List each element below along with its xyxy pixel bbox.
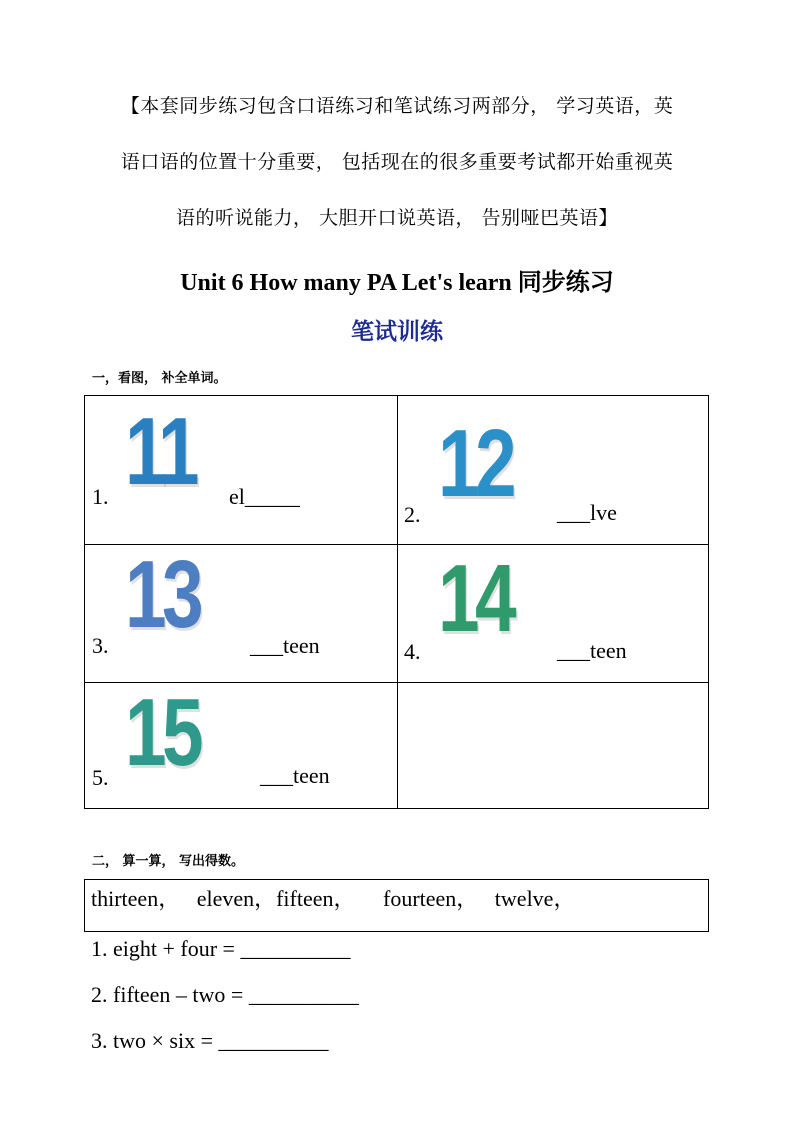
item-number: 1. — [92, 484, 109, 509]
number-12-image: 12 — [438, 410, 512, 517]
intro-line-3: 语的听说能力， 大胆开口说英语， 告别哑巴英语】 — [175, 207, 619, 229]
answer-blank[interactable]: el_____ — [229, 484, 300, 509]
intro-line-1: 【本套同步练习包含口语练习和笔试练习两部分， 学习英语，英 — [120, 95, 674, 117]
grid-cell-1 — [85, 396, 397, 544]
answer-blank[interactable]: ___lve — [557, 500, 617, 525]
answer-blank[interactable]: ___teen — [250, 633, 320, 658]
number-13-image: 13 — [125, 541, 199, 648]
number-11-image: 11 — [125, 398, 195, 505]
grid-cell-2 — [398, 396, 710, 544]
page-subtitle: 笔试训练 — [351, 319, 443, 345]
page-title: Unit 6 How many PA Let's learn 同步练习 — [180, 270, 614, 296]
intro-paragraph — [86, 78, 708, 246]
grid-cell-3 — [85, 541, 397, 682]
answer-blank[interactable]: ___teen — [260, 763, 330, 788]
section-1-heading: 一，看图， 补全单词。 — [92, 371, 227, 386]
item-number: 4. — [404, 639, 421, 664]
grid-cell-5 — [85, 679, 397, 809]
intro-line-2: 语口语的位置十分重要， 包括现在的很多重要考试都开始重视英 — [120, 151, 674, 173]
answer-blank[interactable]: ___teen — [557, 638, 627, 663]
number-15-image: 15 — [125, 679, 199, 786]
item-number: 3. — [92, 633, 109, 658]
math-problem-3[interactable]: 3. two × six = __________ — [91, 1028, 329, 1053]
grid-cell-4 — [398, 545, 710, 682]
math-problem-2[interactable]: 2. fifteen – two = __________ — [91, 982, 359, 1007]
math-problem-1[interactable]: 1. eight + four = __________ — [91, 936, 351, 961]
number-14-image: 14 — [438, 545, 512, 652]
item-number: 5. — [92, 765, 109, 790]
item-number: 2. — [404, 502, 421, 527]
section-2-heading: 二， 算一算， 写出得数。 — [92, 854, 245, 869]
number-word-grid — [84, 395, 709, 809]
grid-cell-empty — [398, 683, 710, 809]
word-bank: thirteen， eleven，fifteen， fourteen， twelve， — [84, 879, 709, 932]
